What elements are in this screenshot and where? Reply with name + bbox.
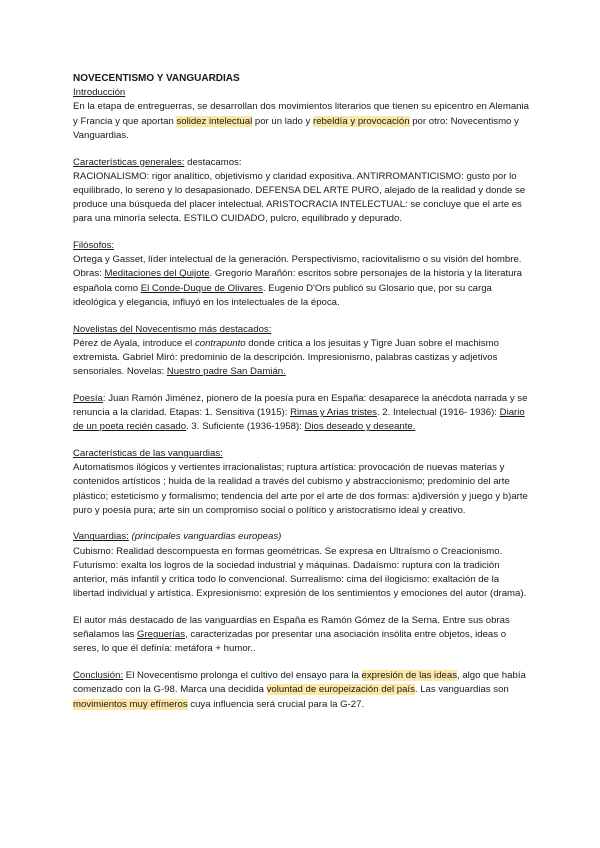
section-car-vanguardias <box>73 447 533 518</box>
work-dios-deseado: Dios deseado y deseante. <box>304 421 416 433</box>
section-autor <box>73 614 533 657</box>
document-body <box>73 72 533 724</box>
paragraph-novelistas: Pérez de Ayala, introduce el contrapunto donde critica a los jesuitas y Tigre Juan sobre el machismo extremista. Gabriel Miró: predominio de la descripción. Impresionismo, palabras castizas y adjetivos sensoriales. Novelas: Nuestro padre San Damián. <box>73 337 499 378</box>
work-diario: Diario de un poeta recién casado <box>73 407 525 433</box>
highlight-rebeldia: rebeldía y provocación <box>313 115 410 127</box>
paragraph-filosofos: Ortega y Gasset, líder intelectual de la generación. Perspectivismo, raciovitalismo o su visión del hombre. Obras: Meditaciones del Quijote. Gregorio Marañón: escritos sobre personajes de la historia y la literatura española como El Conde-Duque de Olivares. Eugenio D'Ors publicó su Glosario que, por su carga ideológica y elegancia, influyó en los intelectuales de la época. <box>73 254 523 308</box>
paragraph-vanguardias: Cubismo: Realidad descompuesta en formas geométricas. Se expresa en Ultraísmo o Creacionismo. Futurismo: exalta los logros de la sociedad industrial y máquinas. Dadaísmo: ruptura con la tradición anterior, más infantil y crítica todo lo convencional. Surrealismo: cima del ilogicismo: exaltación de la libertad individual y artística. Expresionismo: expresión de los sentimientos y emociones del autor (drama). <box>73 545 527 600</box>
highlight-expresion: expresión de las ideas <box>361 670 457 682</box>
work-greguerias: Greguerías <box>137 629 185 641</box>
paragraph-poesia: Poesía: Juan Ramón Jiménez, pionero de la poesía pura en España: desaparece la anécdota narrada y se renuncia a la claridad. Etapas: 1. Sensitiva (1915): Rimas y Arias tristes. 2. Intelectual (1916- 1936): Diario de un poeta recién casado. 3. Suficiente (1936-1958): Dios deseado y deseante. <box>73 392 528 433</box>
document-title: NOVECENTISMO Y VANGUARDIAS <box>73 73 240 84</box>
paragraph-car-vanguardias: Automatismos ilógicos y vertientes irracionalistas; ruptura artística: provocación de nuevas materias y contenidos artísticos ; huida de la realidad a través del cubismo y abstraccionismo; predominio del arte plástico; esteticismo y formalismo; tendencia del arte por el arte de dos formas: a)diversión y juego y b)arte puro y poesía pura; arte sin un compromiso social o político y aristocratismo ideal y creativo. <box>73 462 528 516</box>
section-poesia <box>73 392 533 435</box>
paragraph-autor: El autor más destacado de las vanguardias en España es Ramón Gómez de la Serna. Entre sus obras señalamos las Greguerías, caracterizadas por presentar una asociación insólita entre objetos, ideas o seres, lo que él definía: metáfora + humor.. <box>73 615 510 655</box>
subtitle-vanguardias: (principales vanguardias europeas) <box>128 531 282 543</box>
section-caracteristicas: Características generales: destacamos: RACIONALISMO: rigor analítico, objetivismo y claridad expositiva. ANTIRROMANTICISMO: gusto por lo equilibrado, lo sereno y lo desapasionado. DEFENSA DEL ARTE PURO, alejado de la realidad y donde se produce una búsqueda del placer intelectual. ARISTOCRACIA INTELECTUAL: se concluye que el arte es para una minoría selecta. ESTILO CUIDADO, pulcro, equilibrado y depurado. <box>73 156 533 227</box>
heading-car-vanguardias: Características de las vanguardias: <box>73 447 223 459</box>
heading-conclusion: Conclusión: <box>73 670 124 682</box>
paragraph-introduccion: En la etapa de entreguerras, se desarrollan dos movimientos literarios que tienen su epicentro en Alemania y Francia y que aportan solidez intelectual por un lado y rebeldía y provocación por otro: Novecentismo y Vanguardias. <box>73 101 529 141</box>
heading-caracteristicas: Características generales: <box>73 156 185 168</box>
section-filosofos <box>73 239 533 310</box>
section-conclusion <box>73 669 533 712</box>
work-rimas: Rimas y Arias tristes <box>290 407 377 419</box>
paragraph-caracteristicas: RACIONALISMO: rigor analítico, objetivismo y claridad expositiva. ANTIRROMANTICISMO: gusto por lo equilibrado, lo sereno y lo desapasionado. DEFENSA DEL ARTE PURO, alejado de la realidad y donde se produce una búsqueda del placer intelectual. ARISTOCRACIA INTELECTUAL: se concluye que el arte es para una minoría selecta. ESTILO CUIDADO, pulcro, equilibrado y depurado. <box>73 170 526 225</box>
work-meditaciones: Meditaciones del Quijote <box>104 268 210 280</box>
highlight-voluntad: voluntad de europeización del país <box>266 684 415 696</box>
section-novelistas <box>73 323 533 380</box>
highlight-efimeros: movimientos muy efímeros <box>73 698 188 710</box>
section-vanguardias <box>73 530 533 601</box>
heading-filosofos: Filósofos: <box>73 240 115 252</box>
heading-novelistas: Novelistas del Novecentismo más destacados: <box>73 323 272 335</box>
paragraph-conclusion: Conclusión: El Novecentismo prolonga el cultivo del ensayo para la expresión de las ideas, algo que había comenzado con la G-98. Marca una decidida voluntad de europeización del país. Las vanguardias son movimientos muy efímeros cuya influencia será crucial para la G-27. <box>73 670 526 710</box>
highlight-solidez: solidez intelectual <box>176 115 253 127</box>
heading-poesia: Poesía <box>73 392 103 404</box>
work-nuestro-padre: Nuestro padre San Damián. <box>166 366 286 378</box>
heading-introduccion: Introducción <box>73 87 126 99</box>
work-conde-duque: El Conde-Duque de Olivares <box>140 282 263 294</box>
italic-contrapunto: contrapunto <box>194 337 246 349</box>
heading-vanguardias: Vanguardias: <box>73 531 129 543</box>
section-introduccion <box>73 86 533 143</box>
